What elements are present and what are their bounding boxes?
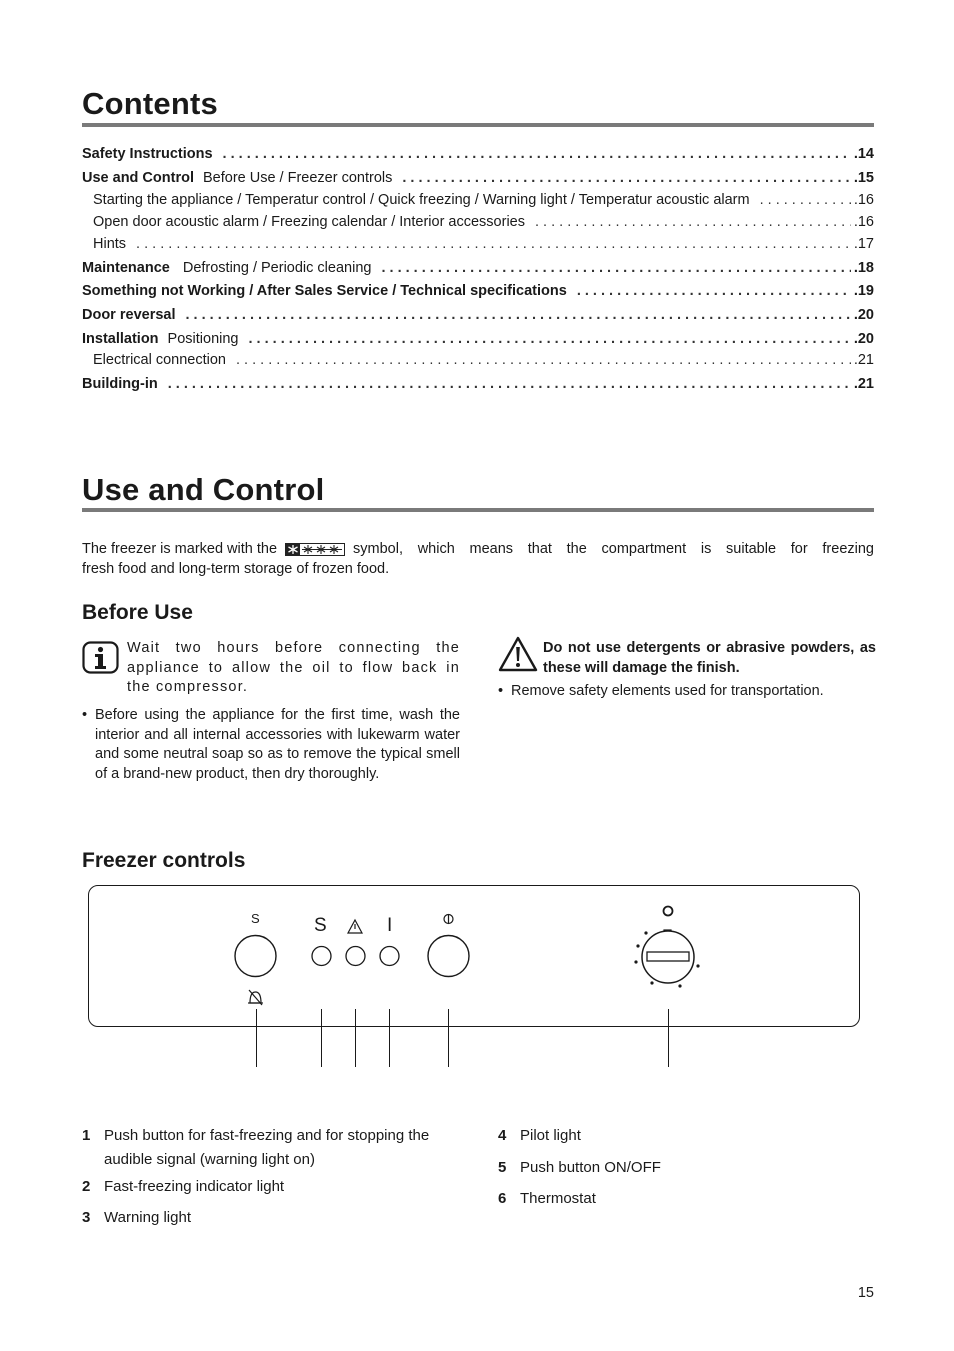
on-off-button-shape [428,936,469,977]
info-icon [82,641,119,674]
contents-rule [82,123,874,127]
intro-paragraph: The freezer is marked with the symbol, which means that the compartment is suitable for freezing fresh food and long-term storage of frozen food. [82,541,874,577]
bullet-left-text: Before using the appliance for the first time, wash the interior and all internal accessories with lukewarm water and some neutral soap so as to remove the typical smell of a brand-new product, then dry thoroughly. [95,707,460,782]
contents-title: Contents [82,86,218,121]
bullet-right-text: Remove safety elements used for transportation. [511,683,824,699]
toc-row-safety[interactable]: Safety Instructions . . . .14 [82,146,874,166]
legend-item-6: 6 Thermostat [498,1190,596,1207]
toc-row-maintenance[interactable]: Maintenance Defrosting / Periodic cleaning . . . .18 [82,260,874,280]
info-text: Wait two hours before connecting the appliance to allow the oil to flow back in the compressor. [127,640,460,695]
fast-freeze-indicator-light-shape [312,947,331,966]
toc-row-starting[interactable]: Starting the appliance / Temperatur control / Quick freezing / Warning light / Temperatur acoustic alarm . . . .16 [82,192,874,212]
toc-row-use-control[interactable]: Use and Control Before Use / Freezer controls . . . .15 [82,170,874,190]
control-panel-graphics [0,880,954,1075]
use-control-title: Use and Control [82,472,325,507]
toc-row-electrical[interactable]: Electrical connection . . . .21 [82,352,874,372]
toc-row-something-not-working[interactable]: Something not Working / After Sales Service / Technical specifications . . . .19 [82,283,874,303]
warning-text: Do not use detergents or abrasive powders, as these will damage the finish. [543,640,876,676]
warning-triangle-icon [498,636,538,672]
legend-item-1: 1 Push button for fast-freezing and for stopping the audible signal (warning light on) [82,1127,430,1168]
toc-row-building-in[interactable]: Building-in . . . .21 [82,376,874,396]
legend-item-2: 2 Fast-freezing indicator light [82,1178,285,1195]
bullet-dot-left: • [82,707,88,723]
legend-left [82,1124,467,1230]
toc-row-installation[interactable]: Installation Positioning . . . .20 [82,331,874,351]
legend-right [498,1124,874,1211]
toc-row-door-reversal[interactable]: Door reversal . . . .20 [82,307,874,327]
toc-row-hints[interactable]: Hints . . . .17 [82,236,874,256]
intro-before: The freezer is marked with the [82,541,278,557]
fast-freeze-s-label: S [251,911,260,926]
pilot-light-shape [380,947,399,966]
warning-light-shape [346,947,365,966]
fast-freeze-button-shape [235,936,276,977]
four-star-freezer-icon [285,543,345,556]
toc-row-open-door[interactable]: Open door acoustic alarm / Freezing calendar / Interior accessories . . . .16 [82,214,874,234]
page-number: 15 [857,1285,874,1301]
thermostat-off-mark [664,907,673,916]
legend-item-5: 5 Push button ON/OFF [498,1159,661,1176]
freezer-controls-title: Freezer controls [82,849,246,872]
legend-item-4: 4 Pilot light [498,1127,581,1144]
before-use-title: Before Use [82,601,193,624]
bullet-dot-right: • [498,683,504,699]
use-control-rule [82,508,874,512]
pilot-light-i-label: I [387,915,393,936]
fast-freeze-light-s-label: S [314,915,327,936]
legend-item-3: 3 Warning light [82,1209,191,1226]
